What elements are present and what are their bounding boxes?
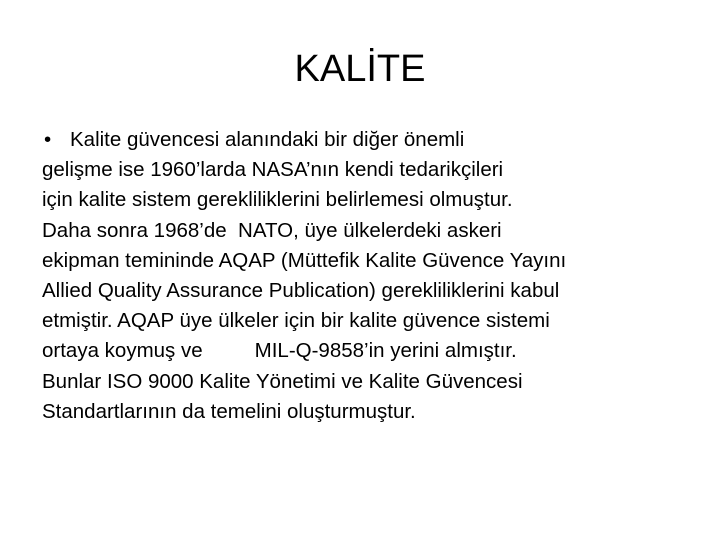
body-line-10: Standartlarının da temelini oluşturmuştur. <box>42 399 416 423</box>
body-text-line-8a: ortaya koymuş ve <box>42 339 203 363</box>
bullet-icon: • <box>44 128 52 151</box>
body-line-9: Bunlar ISO 9000 Kalite Yönetimi ve Kalite Güvencesi <box>42 369 523 393</box>
body-line-3: için kalite sistem gerekliliklerini belirlemesi olmuştur. <box>42 188 513 212</box>
slide-body <box>42 125 682 427</box>
body-line-6: Allied Quality Assurance Publication) gerekliliklerini kabul <box>42 279 560 303</box>
body-text-line-8b: MIL-Q-9858’in yerini almıştır. <box>254 339 517 363</box>
body-line-4: Daha sonra 1968’de NATO, üye ülkelerdeki askeri <box>42 218 502 242</box>
body-line-2: gelişme ise 1960’larda NASA’nın kendi tedarikçileri <box>42 158 504 182</box>
body-line-7: etmiştir. AQAP üye ülkeler için bir kalite güvence sistemi <box>42 309 550 333</box>
body-line-8 <box>42 336 682 366</box>
body-line-1 <box>42 125 682 155</box>
body-text-line-1: Kalite güvencesi alanındaki bir diğer önemli <box>70 128 465 151</box>
body-line-5: ekipman temininde AQAP (Müttefik Kalite Güvence Yayını <box>42 248 567 272</box>
slide-title: KALİTE <box>294 48 426 90</box>
